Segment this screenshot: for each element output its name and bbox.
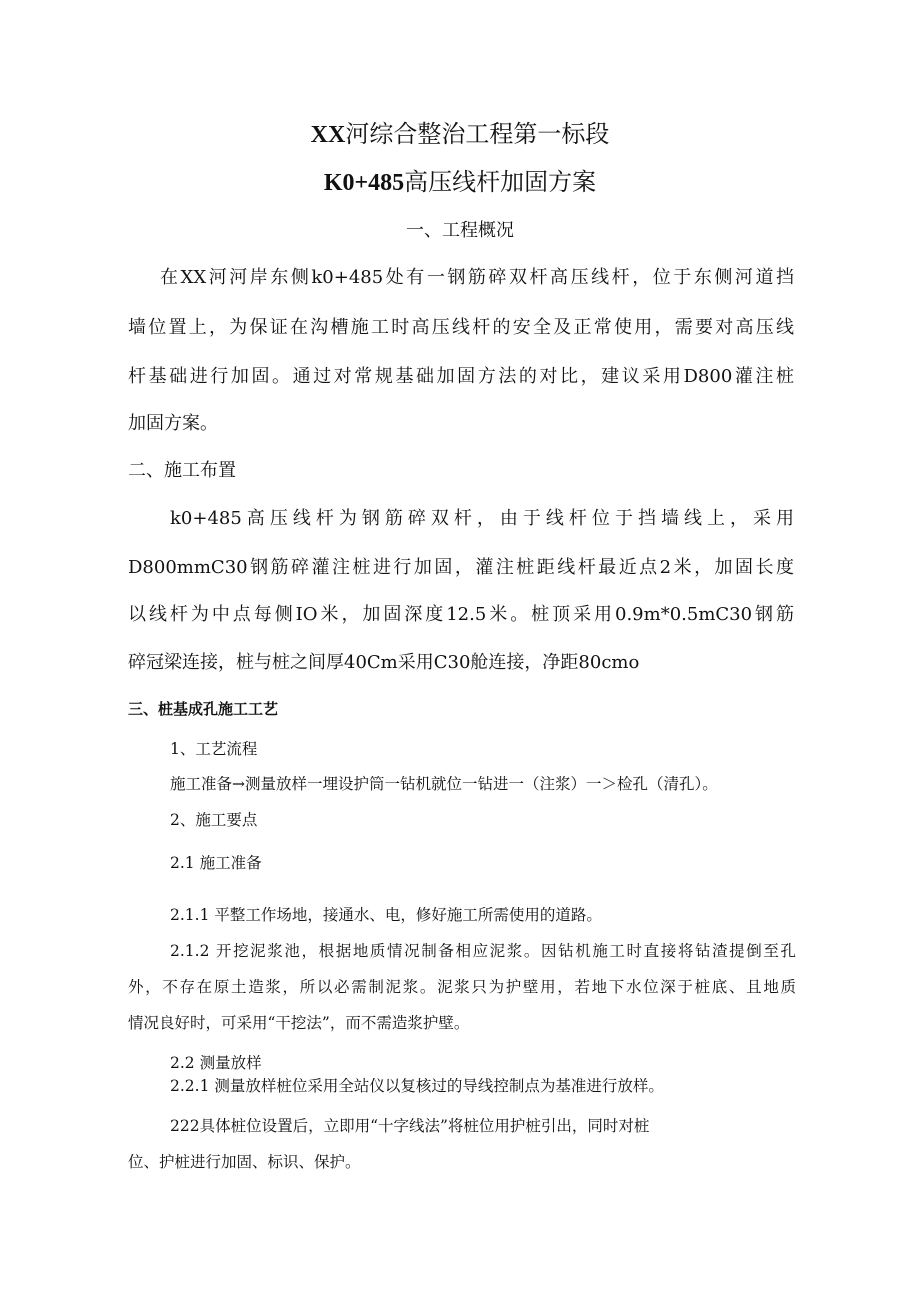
section-1-line-4: 加固方案。 xyxy=(128,413,218,434)
section-1-line-1: 在XX河河岸东侧k0+485处有一钢筋碎双杆高压线杆，位于东侧河道挡 xyxy=(160,267,794,288)
subsection-2-2-heading: 2.2 测量放样 xyxy=(170,1054,262,1072)
item-2-1-2-line-3: 情况良好时，可采用“干挖法”，而不需造浆护壁。 xyxy=(128,1014,470,1032)
section-2-line-1: k0+485高压线杆为钢筋碎双杆，由于线杆位于挡墙线上，采用 xyxy=(170,508,794,529)
item-2-2-2-line-1: 222具体桩位设置后，立即用“十字线法”将桩位用护桩引出，同时对桩 xyxy=(170,1117,650,1135)
title-subject: 高压线杆加固方案 xyxy=(404,168,597,196)
subsection-2-heading: 2、施工要点 xyxy=(170,811,258,829)
section-2-line-4: 碎冠梁连接，桩与桩之间厚40Cm采用C30舱连接，净距80cmo xyxy=(128,652,640,673)
title-chainage: K0+485 xyxy=(323,170,405,196)
item-2-1-2-line-2: 外，不存在原土造浆，所以必需制泥浆。泥浆只为护壁用，若地下水位深于桩底、且地质 xyxy=(128,978,796,996)
title-prefix: XX xyxy=(310,122,346,148)
section-1-line-2: 墙位置上，为保证在沟槽施工时高压线杆的安全及正常使用，需要对高压线 xyxy=(128,317,794,338)
section-2-line-2: D800mmC30钢筋碎灌注桩进行加固，灌注桩距线杆最近点2米，加固长度 xyxy=(128,557,794,578)
document-title-line-1 xyxy=(0,114,920,149)
section-3-heading: 三、桩基成孔施工工艺 xyxy=(128,700,279,718)
process-flow: 施工准备→测量放样一埋设护筒一钻机就位一钻进一（注浆）一＞检孔（清孔）。 xyxy=(170,775,718,793)
subsection-2-1-heading: 2.1 施工准备 xyxy=(170,854,262,872)
title-text: 河综合整治工程第一标段 xyxy=(345,120,610,148)
item-2-2-2-line-2: 位、护桩进行加固、标识、保护。 xyxy=(128,1153,361,1171)
document-title-line-2 xyxy=(0,162,920,197)
section-2-line-3: 以线杆为中点每侧IO米，加固深度12.5米。桩顶采用0.9m*0.5mC30钢筋 xyxy=(128,604,794,625)
section-1-heading: 一、工程概况 xyxy=(406,220,514,241)
subsection-1-heading: 1、工艺流程 xyxy=(170,740,258,758)
item-2-2-1: 2.2.1 测量放样桩位采用全站仪以复核过的导线控制点为基准进行放样。 xyxy=(170,1077,664,1095)
item-2-1-2-line-1: 2.1.2 开挖泥浆池，根据地质情况制备相应泥浆。因钻机施工时直接将钻渣提倒至孔 xyxy=(170,942,796,960)
section-1-line-3: 杆基础进行加固。通过对常规基础加固方法的对比，建议采用D800灌注桩 xyxy=(128,366,794,387)
item-2-1-1: 2.1.1 平整工作场地，接通水、电，修好施工所需使用的道路。 xyxy=(170,906,602,924)
section-2-heading: 二、施工布置 xyxy=(128,460,236,481)
